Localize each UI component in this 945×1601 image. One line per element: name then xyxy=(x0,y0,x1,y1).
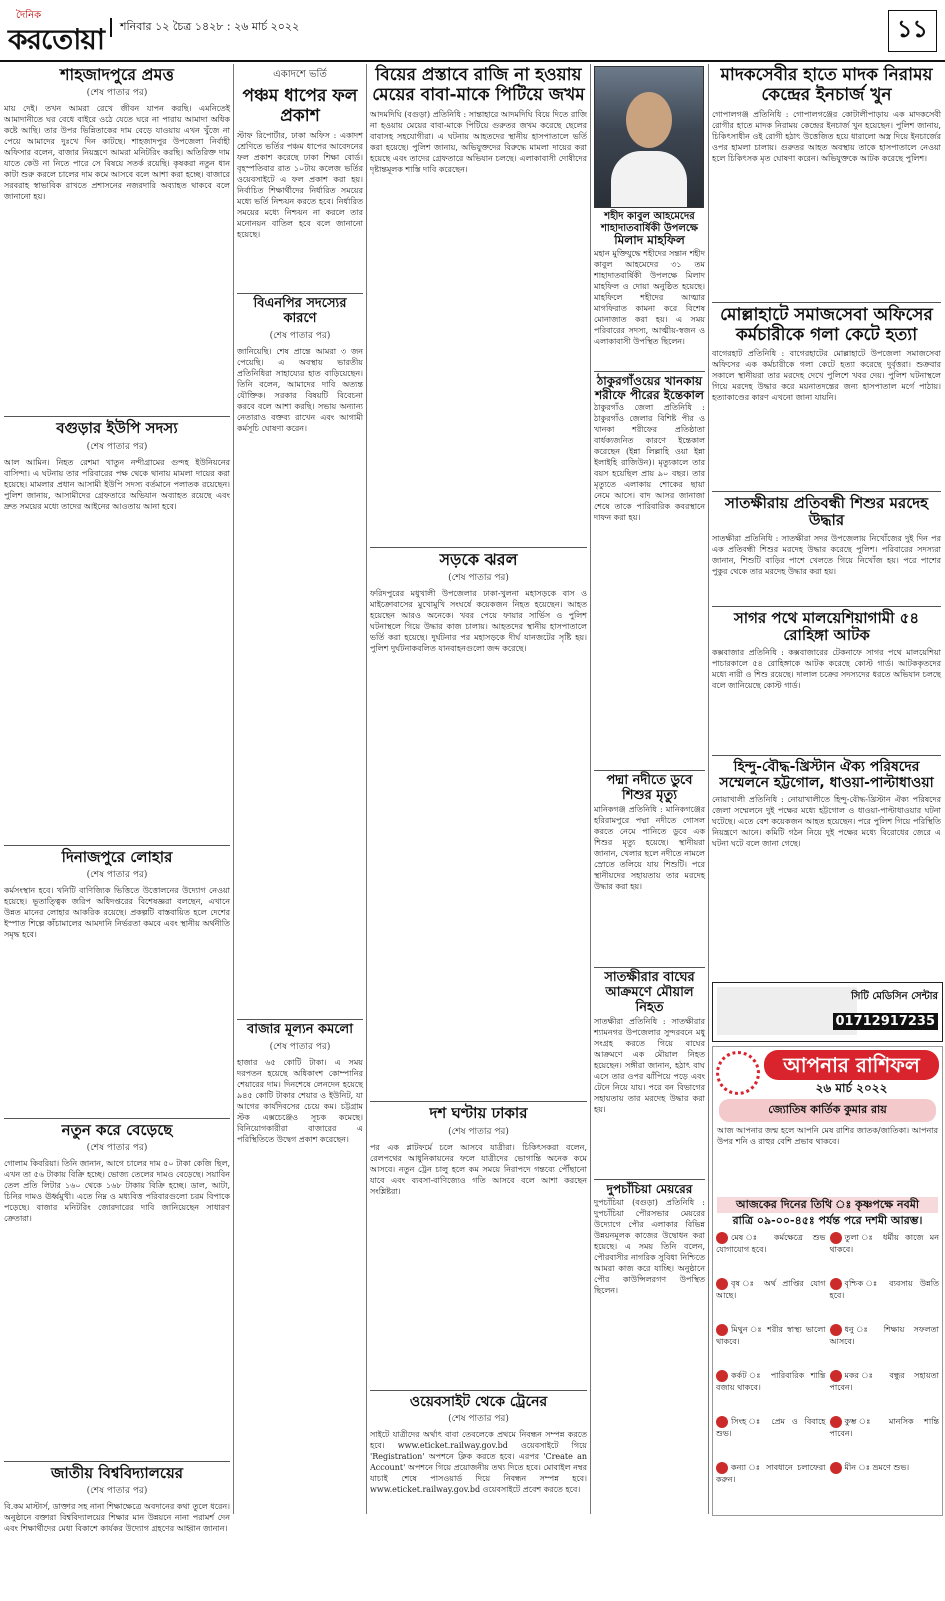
headline: মোল্লাহাটে সমাজসেবা অফিসের কর্মচারীকে গলা কেটে হত্যা xyxy=(720,305,933,345)
photo-caption: শহীদ কাবুল আহমেদের শাহাদাতবার্ষিকী উপলক্ষে xyxy=(601,211,698,234)
article-body: ঠাকুরগাঁও জেলা প্রতিনিধি : ঠাকুরগাঁও জেলার বিশিষ্ট পীর ও খানকা শরীফের প্রতিষ্ঠাতা বার্ধক্যজনিত কারণে ইন্তেকাল করেছেন (ইন্না লিল্লাহি ওয়া ইন্না ইলাইহি রাজিউন)। মৃত্যুকালে তার বয়স হয়েছিল প্রায় ৯০ বছর। তার মৃত্যুতে এলাকায় শোকের ছায়া নেমে আসে। বাদ আসর জানাজা শেষে তাকে পারিবারিক কবরস্থানে দাফন করা হয়। xyxy=(594,403,705,523)
headline: ওয়েবসাইট থেকে ট্রেনের xyxy=(409,1393,548,1410)
kicker: একাদশে ভর্তি xyxy=(273,69,327,80)
continued-note: (শেষ পাতার পর) xyxy=(86,1486,148,1497)
zodiac-icon xyxy=(716,1416,728,1428)
headline: পঞ্চম ধাপের ফল প্রকাশ xyxy=(242,86,358,126)
article-body: কর্মসংস্থান হবে। খনিটি বাণিজ্যিক ভিত্তিতে উত্তোলনের উদ্যোগ নেওয়া হয়েছে। ভূতাত্ত্বিক জরিপ অধিদপ্তরের বিশেষজ্ঞরা বলছেন, এখানে উন্নত মানের লোহার আকরিক রয়েছে। প্রকল্পটি বাস্তবায়িত হলে দেশের ইস্পাত শিল্পে কাঁচামালের আমদানি নির্ভরতা কমবে এবং স্থানীয় অর্থনীতি সমৃদ্ধ হবে। xyxy=(4,885,230,939)
newspaper-logo xyxy=(8,6,104,56)
article-body: হাজার ৬৫ কোটি টাকা। এ সময় দরপতন হয়েছে অধিকাংশ কোম্পানির শেয়ারের দাম। দিনশেষে লেনদেন হয়েছে ৯৪৫ কোটি টাকার শেয়ার ও ইউনিট, যা আগের কার্যদিবসের চেয়ে কম। চট্টগ্রাম স্টক এক্সচেঞ্জেও সূচক কমেছে। বিনিয়োগকারীরা বাজারের এ পরিস্থিতিতে উদ্বেগ প্রকাশ করেছেন। xyxy=(237,1057,363,1144)
zodiac-icon xyxy=(716,1462,728,1474)
article-body: গোলাম কিবরিয়া। তিনি জানান, আগে চালের দাম ৫০ টাকা কেজি ছিল, এখন তা ৫৬ টাকায় বিক্রি হচ্ছে। ভোজ্য তেলের দামও বেড়েছে। সয়াবিন তেল প্রতি লিটার ১৬০ থেকে ১৬৮ টাকায় বিক্রি হচ্ছে। ডাল, আটা, চিনির দামও ঊর্ধ্বমুখী। এতে নিম্ন ও মধ্যবিত্ত পরিবারগুলো চরম বিপাকে পড়েছে। বাজার মনিটরিং জোরদারের দাবি জানিয়েছেন সাধারণ ক্রেতারা। xyxy=(4,1159,230,1224)
article-body: মানিকগঞ্জ প্রতিনিধি : মানিকগঞ্জের হরিরামপুরে পদ্মা নদীতে গোসল করতে নেমে পানিতে ডুবে এক শিশুর মৃত্যু হয়েছে। স্থানীয়রা জানান, খেলার ছলে নদীতে নামলে স্রোতে তলিয়ে যায় শিশুটি। পরে স্থানীয়দের সহায়তায় তার মরদেহ উদ্ধার করা হয়। xyxy=(594,805,705,892)
headline: বিয়ের প্রস্তাবে রাজি না হওয়ায় মেয়ের বাবা-মাকে পিটিয়ে জখম xyxy=(372,65,585,105)
zodiac-entry: কুম্ভ ঃ মানসিক শান্তি পাবেন। xyxy=(829,1417,939,1439)
zodiac-icon xyxy=(830,1232,842,1244)
zodiac-entry: মীন ঃ ভ্রমণে শুভ। xyxy=(830,1462,940,1506)
article-body: সাইটে যাত্রীদের অর্থাৎ বাবা তেবলেকে প্রথমে নিবন্ধন সম্পন্ন করতে হবে। www.eticket.railway.gov.bd ওয়েবসাইটে গিয়ে 'Registration' অপশনে ক্লিক করতে হবে। এরপর 'Create an Account' অপশনে গিয়ে প্রয়োজনীয় তথ্য দিতে হবে। মোবাইল নম্বর যাচাই শেষে পাসওয়ার্ড দিয়ে নিবন্ধন সম্পন্ন হবে। www.eticket.railway.gov.bd ওয়েবসাইটে প্রবেশ করতে হবে। xyxy=(370,1429,587,1494)
signs-right-column xyxy=(830,1232,940,1506)
continued-note: (শেষ পাতার পর) xyxy=(86,88,148,99)
article-body: আদমদিঘি (বগুড়া) প্রতিনিধি : সান্তাহারে আদমদিঘি বিয়ে দিতে রাজি না হওয়ায় মেয়ের বাবা-মাকে পিটিয়ে গুরুতর জখম করেছে ছেলের বাবাসহ সহযোগীরা। এ ঘটনায় আহতদের স্থানীয় হাসপাতালে ভর্তি করা হয়েছে। পুলিশ জানায়, অভিযুক্তদের বিরুদ্ধে মামলা দায়ের করা হয়েছে এবং তাদের গ্রেফতারে অভিযান চলছে। এলাকাবাসী দোষীদের দৃষ্টান্তমূলক শাস্তি দাবি করেছেন। xyxy=(370,110,587,175)
column-divider xyxy=(366,64,367,1514)
ad-phone: 01712917235 xyxy=(833,1013,939,1030)
headline: পদ্মা নদীতে ডুবে শিশুর মৃত্যু xyxy=(606,773,693,804)
headline: ঠাকুরগাঁওয়ের খানকায় শরীফে পীরের ইন্তেকাল xyxy=(595,373,704,402)
dateline: শনিবার ১২ চৈত্র ১৪২৮ : ২৬ মার্চ ২০২২ xyxy=(110,18,299,37)
zodiac-icon xyxy=(830,1278,842,1290)
article-body: বাগেরহাট প্রতিনিধি : বাগেরহাটের মোল্লাহাটে উপজেলা সমাজসেবা অফিসের এক কর্মচারীকে গলা কেটে হত্যা করেছে দুর্বৃত্তরা। শুক্রবার সকালে স্থানীয়রা তার মরদেহ দেখে পুলিশে খবর দেয়। পুলিশ ঘটনাস্থলে গিয়ে মরদেহ উদ্ধার করে ময়নাতদন্তের জন্য হাসপাতাল মর্গে পাঠায়। হত্যাকাণ্ডের কারণ এখনো জানা যায়নি। xyxy=(712,349,941,403)
zodiac-icon xyxy=(716,1370,728,1382)
tithi-line-1: আজকের দিনের তিথি ঃ কৃষ্ণপক্ষে নবমী xyxy=(717,1197,938,1214)
zodiac-icon xyxy=(830,1416,842,1428)
headline: জাতীয় বিশ্ববিদ্যালয়ের xyxy=(50,1464,184,1483)
zodiac-icon xyxy=(830,1462,842,1474)
column-4 xyxy=(594,66,705,1514)
masthead xyxy=(0,0,945,62)
headline: দশ ঘণ্টায় ঢাকার xyxy=(429,1104,528,1123)
continued-note: (শেষ পাতার পর) xyxy=(86,1143,148,1154)
article-body: কক্সবাজার প্রতিনিধি : কক্সবাজারের টেকনাফে সাগর পথে মালয়েশিয়া পাচারকালে ৫৪ রোহিঙ্গাকে আটক করেছে কোস্ট গার্ড। আটককৃতদের মধ্যে নারী ও শিশু রয়েছে। দালাল চক্রের সদস্যদের ধরতে অভিযান চলছে বলে জানিয়েছে কোস্ট গার্ড। xyxy=(712,648,941,691)
article-body: মহান মুক্তিযুদ্ধে শহীদের সন্তান শহীদ কাবুল আহমেদের ৩১ তম শাহাদাতবার্ষিকী উপলক্ষে মিলাদ মাহফিল ও দোয়া অনুষ্ঠিত হয়েছে। মাহফিলে শহীদের আত্মার মাগফিরাত কামনা করে বিশেষ মোনাজাত করা হয়। এ সময় পরিবারের সদস্য, আত্মীয়-স্বজন ও এলাকাবাসী উপস্থিত ছিলেন। xyxy=(594,248,705,346)
zodiac-icon xyxy=(716,1324,728,1336)
article-body: সাতক্ষীরা প্রতিনিধি : সাতক্ষীরার শ্যামনগর উপজেলার সুন্দরবনে মধু সংগ্রহ করতে গিয়ে বাঘের আক্রমণে এক মৌয়াল নিহত হয়েছেন। সঙ্গীরা জানান, হঠাৎ বাঘ এসে তার ওপর ঝাঁপিয়ে পড়ে এবং টেনে নিয়ে যায়। পরে বন বিভাগের সহায়তায় তার মরদেহ উদ্ধার করা হয়। xyxy=(594,1017,705,1115)
page-number: ১১ xyxy=(888,10,937,52)
headline: সাগর পথে মালয়েশিয়াগামী ৫৪ রোহিঙ্গা আটক xyxy=(733,608,920,644)
headline: দুপচাঁচিয়া মেয়রের xyxy=(606,1182,693,1197)
column-1 xyxy=(4,65,230,1534)
logo-big-text: করতোয়া xyxy=(8,23,104,56)
continued-note: (শেষ পাতার পর) xyxy=(448,573,509,584)
article-body: জানিয়েছি। শেষ প্রান্তে আমরা ৩ জন পেয়েছি। এ অবস্থায় ভারতীয় প্রতিনিধিরা সাহায্যের হাত বাড়িয়েছেন। তিনি বলেন, আমাদের দাবি অত্যন্ত যৌক্তিক। সরকার বিষয়টি বিবেচনা করবে বলে আশা করছি। সভায় অন্যান্য নেতারাও বক্তব্য রাখেন এবং আগামী কর্মসূচি ঘোষণা করেন। xyxy=(237,346,363,433)
zodiac-entry: মেষ ঃ কর্মক্ষেত্রে শুভ যোগাযোগ হবে। xyxy=(716,1233,826,1255)
zodiac-entry: মকর ঃ বন্ধুর সহায়তা পাবেন। xyxy=(829,1371,939,1393)
headline: সাতক্ষীরার বাঘের আক্রমণে মৌয়াল নিহত xyxy=(604,970,695,1016)
zodiac-icon xyxy=(830,1324,842,1336)
column-divider xyxy=(233,64,234,1514)
zodiac-entry: বৃশ্চিক ঃ ব্যবসায় উন্নতি হবে। xyxy=(829,1279,939,1301)
headline: বগুড়ার ইউপি সদস্য xyxy=(56,419,178,438)
ad-title: সিটি মেডিসিন সেন্টার xyxy=(851,991,938,1002)
zodiac-entry: কন্যা ঃ সাবধানে চলাফেরা করুন। xyxy=(716,1463,826,1485)
continued-note: (শেষ পাতার পর) xyxy=(86,869,148,880)
article-body: মায় দেই। তখন আমরা রেখে জীবন যাপন করছি। এমনিতেই আমাদানীতে ঘর বেধে বাইরে ওঠে যেতে ঘরে না পারায় আমাদা অধিক কষ্টে আছি। তার উপর ভিন্নিতাকের দাম বেড়ে যাওয়ায় এখন খুঁজে না পেয়ে আমাদের দুঃখে দিন কাটছে। শাহজাদপুর উপজেলা নির্বাহী অফিসার বলেন, বাজার নিয়ন্ত্রণে আমরা মনিটরিং করছি। অতিরিক্ত দাম যাতে কেউ না নিতে পারে সে বিষয়ে সতর্ক রয়েছি। কৃষকরা নতুন ধান কাটা শুরু করলে চালের দাম কমে আসবে বলে আশা করা হচ্ছে। বাজারে সরবরাহ স্বাভাবিক রাখতে প্রশাসনের নজরদারি অব্যাহত থাকবে বলে জানানো হয়। xyxy=(4,104,230,202)
headline: মাদকসেবীর হাতে মাদক নিরাময় কেন্দ্রের ইনচার্জ খুন xyxy=(720,65,933,105)
rashifal-intro: আজ আপনার জন্ম হলে আপনি মেষ রাশির জাতক/জাতিকা। আপনার উপর শনি ও রাহুর বেশি প্রভাব থাকবে। xyxy=(717,1125,938,1146)
article-body: আল আমিন। নিহত রেশমা খাতুন নন্দীগ্রামের গুন্দহ ইউনিয়নের বাসিন্দা। এ ঘটনায় তার পরিবারের পক্ষ থেকে থানায় মামলা দায়ের করা হয়েছে। মামলার প্রধান আসামী ইউপি সদস্য বর্তমানে পলাতক রয়েছেন। পুলিশ জানায়, আসামীদের গ্রেফতারে অভিযান অব্যাহত রয়েছে এবং দ্রুত সময়ের মধ্যে তাদের আইনের আওতায় আনা হবে। xyxy=(4,457,230,511)
zodiac-entry: সিংহ ঃ প্রেম ও বিবাহে শুভ। xyxy=(716,1417,826,1439)
article-body: পর এক প্লাটফর্মে চলে আসবে যাত্রীরা। চিকিৎসকরা বলেন, রেলপথের আধুনিকায়নের ফলে যাত্রীদের ভোগান্তি অনেক কমে আসবে। নতুন ট্রেন চালু হলে কম সময়ে নিরাপদে গন্তব্যে পৌঁছানো যাবে এবং ব্যবসা-বাণিজ্যেও গতি আসবে বলে আশা করছেন সংশ্লিষ্টরা। xyxy=(370,1142,587,1196)
headline: বাজার মূল্যন কমলো xyxy=(246,1021,354,1037)
article-body: স্টাফ রিপোর্টার, ঢাকা অফিস : একাদশ শ্রেণিতে ভর্তির পঞ্চম ধাপের আবেদনের ফল প্রকাশ করেছে ঢাকা শিক্ষা বোর্ড। বৃহস্পতিবার রাত ১০টায় কলেজ ভর্তির ওয়েবসাইটে এ ফল প্রকাশ করা হয়। নির্বাচিত শিক্ষার্থীদের নির্ধারিত সময়ের মধ্যে ভর্তি নিশ্চয়ন করতে হবে। নির্ধারিত সময়ের মধ্যে নিশ্চয়ন না করলে তার মনোনয়ন বাতিল হবে বলে জানানো হয়েছে। xyxy=(237,131,363,240)
continued-note: (শেষ পাতার পর) xyxy=(86,441,148,452)
article-body: দুপচাঁচিয়া (বগুড়া) প্রতিনিধি : দুপচাঁচিয়া পৌরসভার মেয়রের উদ্যোগে পৌর এলাকার বিভিন্ন উন্নয়নমূলক কাজের উদ্বোধন করা হয়েছে। এ সময় তিনি বলেন, পৌরবাসীর নাগরিক সুবিধা নিশ্চিতে আমরা কাজ করে যাচ্ছি। অনুষ্ঠানে পৌর কাউন্সিলরগণ উপস্থিত ছিলেন। xyxy=(594,1197,705,1295)
zodiac-entry: মিথুন ঃ শরীর স্বাস্থ্য ভালো থাকবে। xyxy=(716,1325,826,1347)
column-divider xyxy=(590,64,591,1514)
column-5 xyxy=(712,66,941,976)
tithi-line-2: রাত্রি ০৯-০০-৪৫ঃ পর্যন্ত পরে দশমী আরম্ভ। xyxy=(732,1214,923,1228)
zodiac-wheel-icon xyxy=(716,1051,760,1095)
column-3 xyxy=(370,66,587,1514)
rashifal-author: জ্যোতিষ কার্তিক কুমার রায় xyxy=(719,1099,936,1122)
headline: সাতক্ষীরায় প্রতিবন্ধী শিশুর মরদেহ উদ্ধার xyxy=(724,494,929,530)
zodiac-entry: কর্কট ঃ পারিবারিক শান্তি বজায় থাকবে। xyxy=(716,1371,826,1393)
zodiac-entry: বৃষ ঃ অর্থ প্রাপ্তির যোগ আছে। xyxy=(716,1279,826,1301)
continued-note: (শেষ পাতার পর) xyxy=(448,1126,509,1137)
continued-note: (শেষ পাতার পর) xyxy=(448,1413,509,1424)
column-divider xyxy=(708,64,709,1514)
rashifal-title: আপনার রাশিফল xyxy=(764,1050,939,1080)
advertisement xyxy=(712,982,943,1042)
rashifal-date: ২৬ মার্চ ২০২২ xyxy=(815,1081,888,1095)
headline: নতুন করে বেড়েছে xyxy=(61,1120,173,1139)
zodiac-icon xyxy=(830,1370,842,1382)
article-body: ফরিদপুরের মধুখালী উপজেলার ঢাকা-খুলনা মহাসড়কে বাস ও মাইক্রোবাসের মুখোমুখি সংঘর্ষে কয়েকজন নিহত হয়েছেন। আহত হয়েছেন আরও অনেকে। খবর পেয়ে ফায়ার সার্ভিস ও পুলিশ ঘটনাস্থলে গিয়ে উদ্ধার কাজ চালায়। আহতদের স্থানীয় হাসপাতালে ভর্তি করা হয়েছে। দুর্ঘটনার পর মহাসড়কে দীর্ঘ যানজটের সৃষ্টি হয়। পুলিশ দুর্ঘটনাকবলিত যানবাহনগুলো জব্দ করেছে। xyxy=(370,589,587,654)
headline: সড়কে ঝরল xyxy=(439,550,518,570)
zodiac-icon xyxy=(716,1278,728,1290)
zodiac-entry: ধনু ঃ শিক্ষায় সফলতা আসবে। xyxy=(829,1325,939,1347)
continued-note: (শেষ পাতার পর) xyxy=(269,1041,331,1052)
zodiac-icon xyxy=(716,1232,728,1244)
signs-left-column xyxy=(716,1232,826,1506)
portrait-photo xyxy=(594,66,704,208)
article-body: নোয়াখালী প্রতিনিধি : নোয়াখালীতে হিন্দু-বৌদ্ধ-খ্রিস্টান ঐক্য পরিষদের জেলা সম্মেলনে দুই পক্ষের মধ্যে হট্টগোল ও ধাওয়া-পাল্টাধাওয়ার ঘটনা ঘটেছে। এতে বেশ কয়েকজন আহত হয়েছেন। পরে পুলিশ গিয়ে পরিস্থিতি নিয়ন্ত্রণে আনে। কমিটি গঠন নিয়ে দুই পক্ষের মধ্যে বিরোধের জেরে এ ঘটনা ঘটে বলে জানা গেছে। xyxy=(712,795,941,849)
article-body: গোপালগঞ্জ প্রতিনিধি : গোপালগঞ্জের কোটালীপাড়ায় এক মাদকসেবী রোগীর হাতে মাদক নিরাময় কেন্দ্রের ইনচার্জ খুন হয়েছেন। পুলিশ জানায়, চিকিৎসাধীন ওই রোগী হঠাৎ উত্তেজিত হয়ে ধারালো অস্ত্র দিয়ে ইনচার্জের ওপর হামলা চালায়। গুরুতর আহত অবস্থায় তাকে হাসপাতালে নেওয়া হলে চিকিৎসক মৃত ঘোষণা করেন। অভিযুক্তকে আটক করেছে পুলিশ। xyxy=(712,110,941,164)
headline: হিন্দু-বৌদ্ধ-খ্রিস্টান ঐক্য পরিষদের সম্মেলনে হট্টগোল, ধাওয়া-পাল্টাধাওয়া xyxy=(719,759,934,792)
column-2 xyxy=(237,66,363,1514)
zodiac-entry: তুলা ঃ ধর্মীয় কাজে মন থাকবে। xyxy=(829,1233,939,1255)
article-body: বি.কম মাস্টার্স, ডাক্তার সহ নানা শিক্ষাক্ষেত্রে অবদানের কথা তুলে ধরেন। অনুষ্ঠানে বক্তারা বিশ্ববিদ্যালয়ের শিক্ষার মান উন্নয়নে নানা পরামর্শ দেন এবং শিক্ষার্থীদের মেধা বিকাশে কার্যকর উদ্যোগ গ্রহণের আহ্বান জানান। xyxy=(4,1502,230,1534)
headline: দিনাজপুরে লোহার xyxy=(61,847,173,866)
headline: শাহজাদপুরে প্রমত্ত xyxy=(60,65,174,84)
rashifal-box xyxy=(712,1046,943,1516)
headline: মিলাদ মাহফিল xyxy=(614,233,685,247)
article-body: সাতক্ষীরা প্রতিনিধি : সাতক্ষীরা সদর উপজেলায় নিখোঁজের দুই দিন পর এক প্রতিবন্ধী শিশুর মরদেহ উদ্ধার করেছে পুলিশ। পরিবারের সদস্যরা জানান, শিশুটি বাড়ির পাশে খেলতে গিয়ে নিখোঁজ হয়। পরে পাশের পুকুর থেকে তার মরদেহ উদ্ধার করা হয়। xyxy=(712,533,941,576)
headline: বিএনপির সদস্যের কারণে xyxy=(253,296,347,327)
logo-small-text: দৈনিক xyxy=(16,10,42,21)
continued-note: (শেষ পাতার পর) xyxy=(269,330,331,341)
